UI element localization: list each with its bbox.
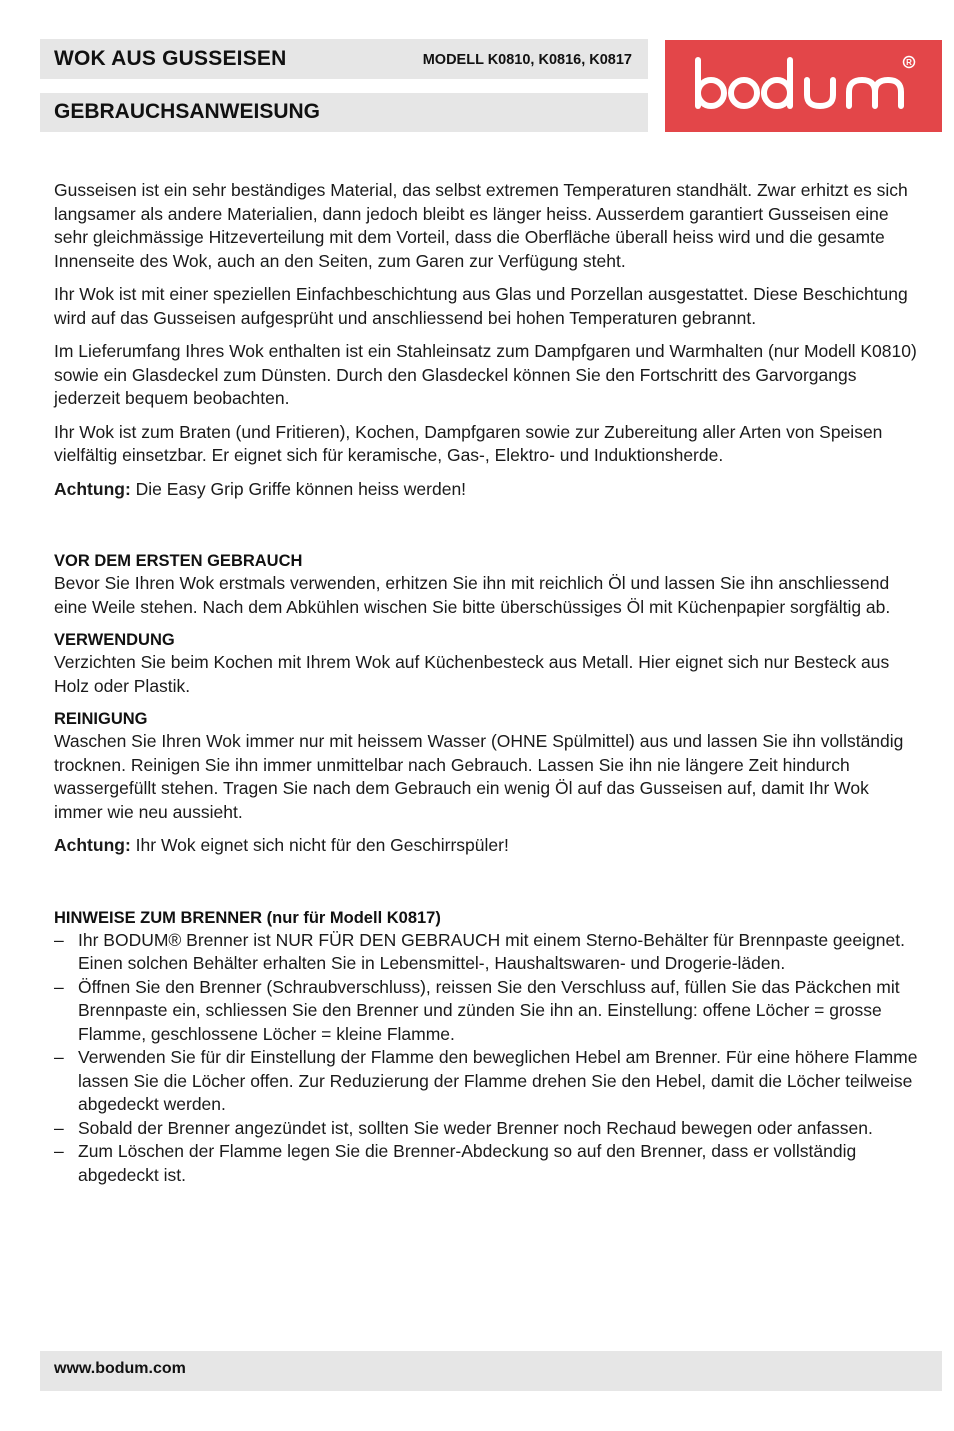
footer-bar xyxy=(40,1351,942,1391)
list-item xyxy=(54,1117,922,1141)
header-subtitle-bar xyxy=(40,93,648,132)
dash-bullet: – xyxy=(54,976,64,997)
dash-bullet: – xyxy=(54,1117,64,1138)
bodum-logo-mark xyxy=(665,40,942,132)
dash-bullet: – xyxy=(54,1141,64,1161)
section-cleaning xyxy=(54,708,922,824)
intro-paragraph-1: Gusseisen ist ein sehr beständiges Material, das selbst extremen Temperaturen standhält. Zwar erhitzt es sich langsamer als andere Materialien, dann jedoch bleibt es länger heiss. Ausserdem garantiert Gusseisen eine sehr gleichmässige Hitzeverteilung mit dem Vorteil, dass die Oberfläche überall heiss wird und die gesamte Innenseite des Wok, auch an den Seiten, zum Garen zur Verfügung steht. xyxy=(54,180,908,271)
section-first-use xyxy=(54,550,922,619)
section-heading: REINIGUNG xyxy=(54,710,148,728)
registered-mark: R xyxy=(906,58,912,67)
intro-paragraph-2: Ihr Wok ist mit einer speziellen Einfachbeschichtung aus Glas und Porzellan ausgestattet. Diese Beschichtung wird auf das Gusseisen aufgesprüht und anschliessend bei hohen Temperaturen gebrannt. xyxy=(54,284,908,328)
document-subtitle: GEBRAUCHSANWEISUNG xyxy=(54,100,321,123)
burner-list xyxy=(54,929,922,1188)
warning-handles xyxy=(54,478,922,502)
section-burner xyxy=(54,907,922,1188)
warning-label: Achtung: xyxy=(54,835,131,855)
section-body: Waschen Sie Ihren Wok immer nur mit heissem Wasser (OHNE Spülmittel) aus und lassen Sie ihn vollständig trocknen. Reinigen Sie ihn immer unmittelbar nach Gebrauch. Lassen Sie ihn nie längere Zeit hindurch wassergefüllt stehen. Tragen Sie nach dem Gebrauch ein wenig Öl auf das Gusseisen auf, damit Ihr Wok immer wie neu aussieht. xyxy=(54,731,904,822)
list-item xyxy=(54,1046,922,1117)
section-body: Verzichten Sie beim Kochen mit Ihrem Wok auf Küchenbesteck aus Metall. Hier eignet sich nur Besteck aus Holz oder Plastik. xyxy=(54,652,890,696)
section-heading: VOR DEM ERSTEN GEBRAUCH xyxy=(54,552,303,570)
list-item xyxy=(54,1140,922,1187)
header-title-bar xyxy=(40,39,648,79)
warning-label: Achtung: xyxy=(54,478,131,499)
list-item-text: Zum Löschen der Flamme legen Sie die Brenner-Abdeckung so auf den Brenner, dass er vollständig abgedeckt ist. xyxy=(78,1141,857,1185)
dash-bullet: – xyxy=(54,1047,64,1067)
intro-paragraph-4: Ihr Wok ist zum Braten (und Fritieren), Kochen, Dampfgaren sowie zur Zubereitung aller Arten von Speisen vielfältig einsetzbar. Er eignet sich für keramische, Gas-, Elektro- und Induktionsherde. xyxy=(54,421,883,465)
list-item-text: Ihr BODUM® Brenner ist NUR FÜR DEN GEBRAUCH mit einem Sterno-Behälter für Brennpaste geeignet. Einen solchen Behälter erhalten Sie in Lebensmittel-, Haushaltswaren- und Drogerie-läden. xyxy=(78,929,905,973)
list-item-text: Sobald der Brenner angezündet ist, sollten Sie weder Brenner noch Rechaud bewegen oder anfassen. xyxy=(78,1117,873,1138)
list-item-text: Verwenden Sie für dir Einstellung der Flamme den beweglichen Hebel am Brenner. Für eine höhere Flamme lassen Sie die Löcher offen. Zur Reduzierung der Flamme drehen Sie den Hebel, damit die Löcher teilweise abgedeckt werden. xyxy=(78,1047,918,1114)
list-item-text: Öffnen Sie den Brenner (Schraubverschluss), reissen Sie den Verschluss auf, füllen Sie das Päckchen mit Brennpaste ein, schliessen Sie den Brenner und zünden Sie ihn an. Einstellung: offene Löcher = grosse Flamme, geschlossene Löcher = kleine Flamme. xyxy=(78,976,900,1044)
document-title: WOK AUS GUSSEISEN xyxy=(54,47,287,70)
section-heading: VERWENDUNG xyxy=(54,631,175,649)
model-numbers: MODELL K0810, K0816, K0817 xyxy=(422,52,632,68)
intro-paragraph-3: Im Lieferumfang Ihres Wok enthalten ist ein Stahleinsatz zum Dampfgaren und Warmhalten (nur Modell K0810) sowie ein Glasdeckel zum Dünsten. Durch den Glasdeckel können Sie den Fortschritt des Garvorgangs jederzeit bequem beobachten. xyxy=(54,341,917,408)
list-item xyxy=(54,976,922,1047)
document-body xyxy=(54,179,922,1187)
warning-dishwasher xyxy=(54,834,922,858)
dash-bullet: – xyxy=(54,929,64,950)
section-usage xyxy=(54,629,922,698)
section-heading: HINWEISE ZUM BRENNER (nur für Modell K0817) xyxy=(54,908,441,927)
section-body: Bevor Sie Ihren Wok erstmals verwenden, erhitzen Sie ihn mit reichlich Öl und lassen Sie ihn anschliessend eine Weile stehen. Nach dem Abkühlen wischen Sie bitte überschüssiges Öl mit Küchenpapier sorgfältig ab. xyxy=(54,573,891,617)
bodum-logo xyxy=(665,40,942,132)
warning-text: Die Easy Grip Griffe können heiss werden! xyxy=(130,478,467,499)
warning-text: Ihr Wok eignet sich nicht für den Geschirrspüler! xyxy=(130,835,509,855)
website-link[interactable]: www.bodum.com xyxy=(54,1360,186,1377)
list-item xyxy=(54,929,922,976)
